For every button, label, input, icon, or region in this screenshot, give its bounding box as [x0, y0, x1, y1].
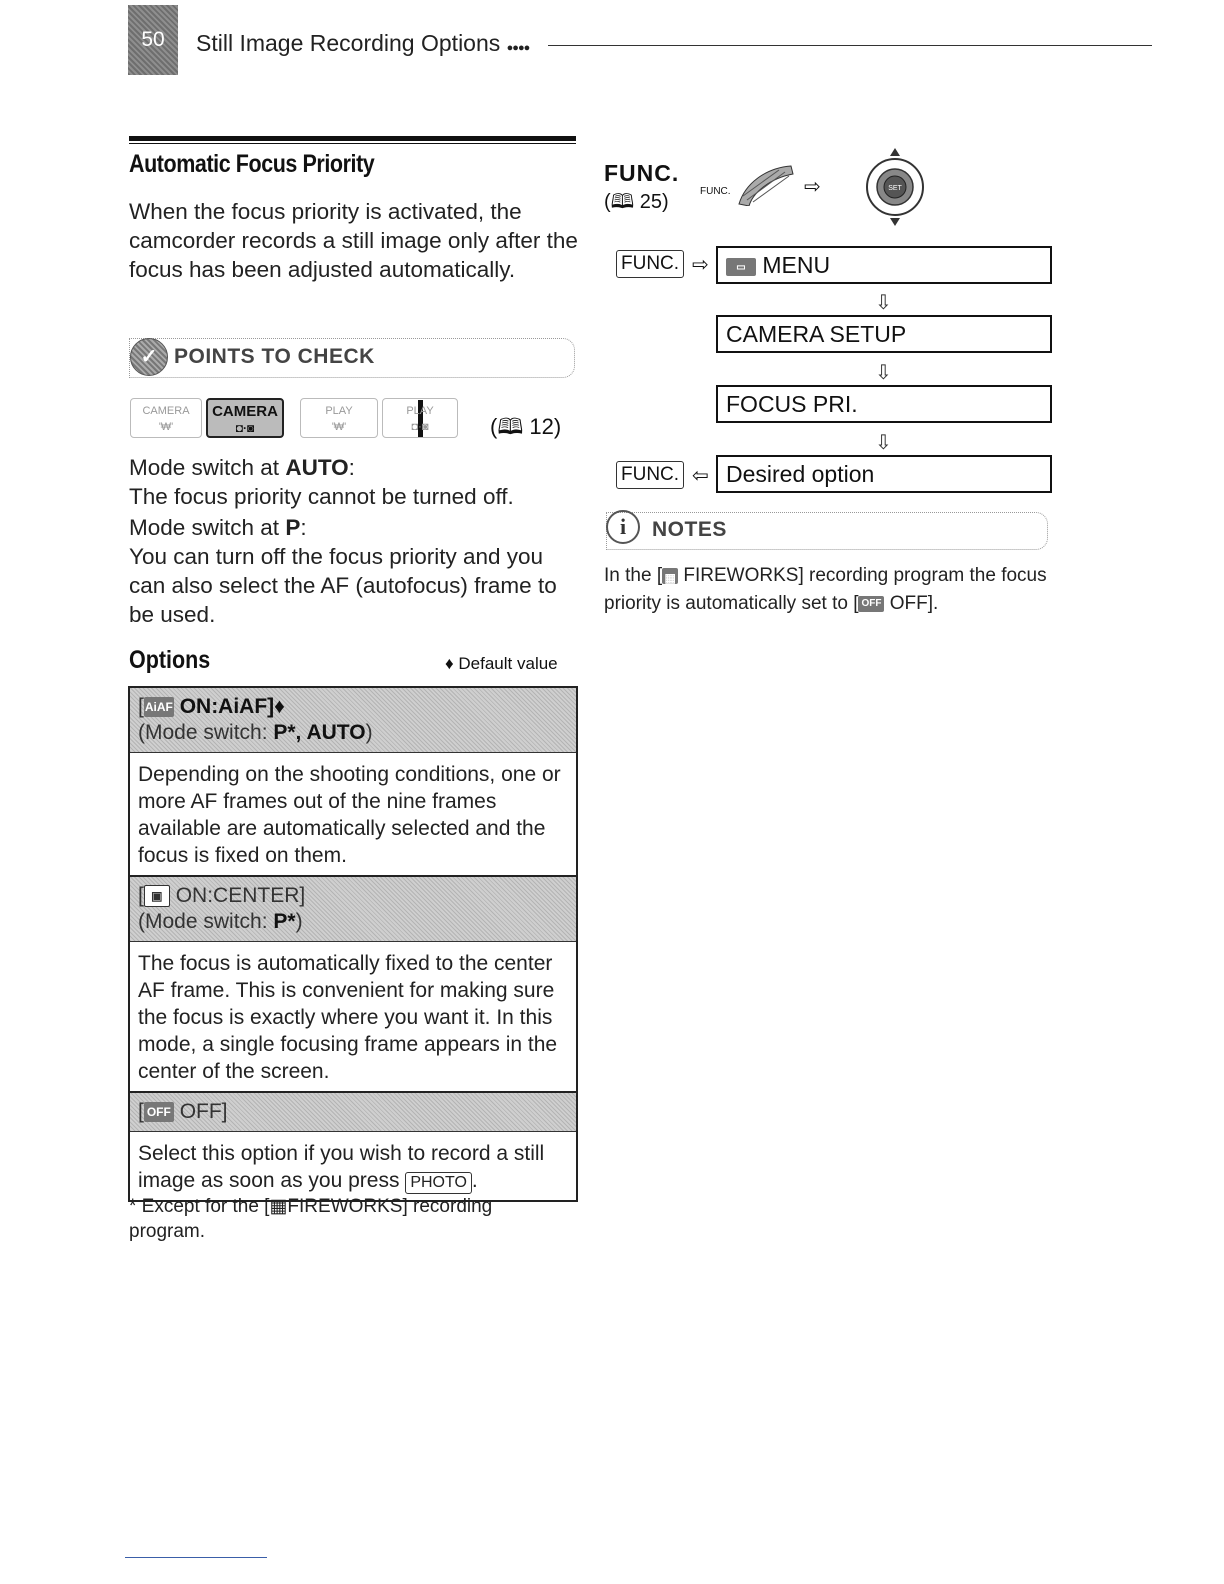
mode-camera-card-icon: [206, 398, 284, 438]
arrow-down-icon: ⇩: [875, 362, 892, 384]
option-mode-line: [138, 720, 568, 746]
option-header-aiaf: [130, 688, 576, 753]
auto-mode-line: [129, 453, 579, 482]
auto-label: Mode switch at: [129, 455, 286, 480]
mode-play-tape-icon: [300, 398, 378, 438]
mode-label: CAMERA: [212, 403, 278, 420]
func-dial-label: FUNC.: [700, 186, 731, 197]
func-title: FUNC.: [604, 160, 680, 186]
default-value-legend: ♦ Default value: [445, 654, 558, 673]
option-name-line: [ OFF OFF]: [138, 1100, 228, 1123]
note-pre: In the [: [604, 565, 663, 586]
menu-icon: ▭: [726, 258, 756, 276]
arrow-left-icon: ⇦: [692, 465, 709, 487]
auto-value: AUTO: [285, 455, 349, 480]
mode-label: CAMERA: [142, 405, 190, 417]
aiaf-icon: AiAF: [144, 697, 174, 717]
mode-suffix: ): [295, 910, 303, 933]
header-dots: ●●●●: [506, 42, 530, 54]
mode-value: P*, AUTO: [273, 721, 366, 744]
p-mode-line: [129, 513, 579, 542]
func-button-key: FUNC.: [616, 250, 684, 278]
mode-value: P*: [273, 910, 296, 933]
option-header-off: [130, 1093, 576, 1132]
arrow-right-icon: ⇨: [692, 254, 709, 276]
option-description-off: [130, 1132, 576, 1200]
func-page-reference: (🕮 25): [604, 191, 669, 213]
info-icon: i: [606, 510, 640, 544]
option-name-line: [ ▣ ON:CENTER]: [138, 884, 306, 907]
flow-menu-box: [716, 246, 1052, 284]
mode-sub: '₩': [158, 421, 174, 433]
arrow-right-icon: ⇨: [804, 176, 821, 198]
section-thick-rule: [129, 136, 576, 141]
flow-desired-option-box: Desired option: [716, 455, 1052, 493]
mode-sub: ◘·◙: [235, 421, 255, 435]
arrow-down-icon: ⇩: [875, 292, 892, 314]
intro-paragraph: When the focus priority is activated, the camcorder records a still image only after the focus has been adjusted automatically.: [129, 199, 578, 282]
mode-label: PLAY: [325, 405, 353, 417]
func-button-key: FUNC.: [616, 461, 684, 489]
mode-prefix: (Mode switch:: [138, 721, 274, 744]
note-end: OFF].: [884, 593, 939, 614]
off-icon: OFF: [858, 596, 884, 612]
mode-camera-tape-icon: [130, 398, 202, 438]
bottom-rule: [125, 1557, 267, 1558]
photo-button-key: PHOTO: [405, 1172, 472, 1194]
p-colon: :: [300, 515, 307, 540]
option-header-center: [130, 877, 576, 942]
notes-text: [604, 562, 1054, 618]
center-frame-icon: ▣: [144, 885, 170, 907]
p-mode-text: You can turn off the focus priority and you can also select the AF (autofocus) frame to be used.: [129, 544, 557, 627]
p-value: P: [285, 515, 301, 540]
mode-play-card-icon: [382, 398, 458, 438]
joystick-icon: [862, 148, 928, 226]
off-icon: OFF: [144, 1102, 174, 1122]
header-section-title: [196, 30, 529, 57]
fireworks-icon: ▦: [662, 568, 678, 584]
func-dial-icon: [735, 164, 795, 206]
options-title: Options: [129, 646, 211, 674]
header-rule: [548, 45, 1152, 46]
mode-prefix: (Mode switch:: [138, 910, 274, 933]
flow-focus-pri-box: FOCUS PRI.: [716, 385, 1052, 423]
footnote: * Except for the [▦FIREWORKS] recording program.: [129, 1196, 493, 1242]
svg-text:SET: SET: [888, 185, 902, 192]
option-mode-line: [138, 909, 568, 935]
page-number: 50: [141, 28, 165, 51]
mode-label: PLAY: [406, 405, 434, 417]
option-name: OFF]: [179, 1100, 228, 1123]
mode-suffix: ): [365, 721, 373, 744]
mode-page-reference: (🕮 12): [490, 414, 562, 439]
header-section-text: Still Image Recording Options: [196, 30, 501, 56]
note-mid: FIREWORKS] recording program the focus priority is automatically set to [: [604, 565, 1047, 614]
off-description-text: Select this option if you wish to record a still image as soon as you press: [138, 1142, 545, 1192]
option-name: ON:AiAF]♦: [179, 695, 285, 718]
options-table: [128, 686, 578, 1202]
points-to-check-label: POINTS TO CHECK: [174, 345, 375, 368]
option-name-line: [AiAF ON:AiAF]♦: [138, 695, 285, 718]
notes-label: NOTES: [652, 518, 727, 541]
arrow-down-icon: ⇩: [875, 432, 892, 454]
mode-sub: '₩': [331, 421, 347, 433]
auto-mode-text: The focus priority cannot be turned off.: [129, 484, 514, 509]
auto-colon: :: [348, 455, 355, 480]
check-icon: ✓: [130, 338, 168, 376]
mode-sub: ◘·◙: [411, 421, 429, 433]
option-name: ON:CENTER]: [175, 884, 306, 907]
option-description-aiaf: Depending on the shooting conditions, one or more AF frames out of the nine frames available are automatically selected and the focus is fixed on them.: [130, 753, 576, 877]
section-thin-rule: [129, 143, 576, 144]
flow-camera-setup-box: CAMERA SETUP: [716, 315, 1052, 353]
p-label: Mode switch at: [129, 515, 286, 540]
flow-menu-label: MENU: [762, 252, 831, 278]
section-title: Automatic Focus Priority: [129, 150, 375, 178]
option-description-center: The focus is automatically fixed to the center AF frame. This is convenient for making sure the focus is exactly where you want it. In this mode, a single focusing frame appears in the center of the screen.: [130, 942, 576, 1093]
off-description-end: .: [471, 1169, 478, 1192]
